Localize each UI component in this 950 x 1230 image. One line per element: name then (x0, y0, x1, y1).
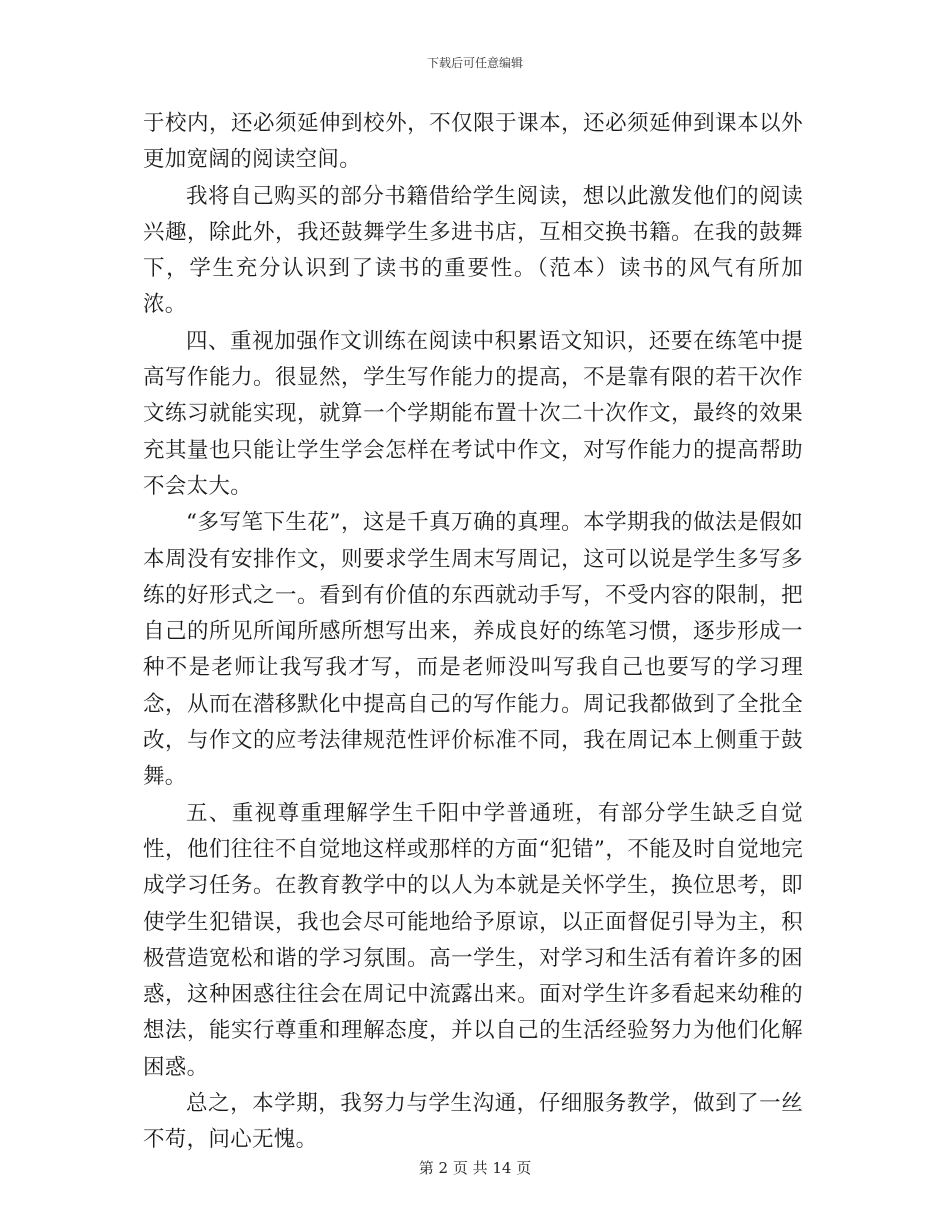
paragraph-6: 总之，本学期，我努力与学生沟通，仔细服务教学，做到了一丝不苟，问心无愧。 (143, 1091, 803, 1153)
paragraph-4: “多写笔下生花”，这是千真万确的真理。本学期我的做法是假如本周没有安排作文，则要求学生周末写周记，这可以说是学生多写多练的好形式之一。看到有价值的东西就动手写，不受内容的限制，把自己的所见所闻所感所想写出来，养成良好的练笔习惯，逐步形成一种不是老师让我写我才写，而是老师没叫写我自己也要写的学习理念，从而在潜移默化中提高自己的写作能力。周记我都做到了全批全改，与作文的应考法律规范性评价标准不同，我在周记本上侧重于鼓舞。 (143, 510, 803, 790)
page-footer: 第 2 页 共 14 页 (418, 1159, 532, 1177)
paragraph-1: 于校内，还必须延伸到校外，不仅限于课本，还必须延伸到课本以外更加宽阔的阅读空间。 (143, 111, 803, 173)
document-body (143, 106, 803, 1159)
page-header: 下载后可任意编辑 (426, 56, 523, 70)
paragraph-5: 五、重视尊重理解学生千阳中学普通班，有部分学生缺乏自觉性，他们往往不自觉地这样或那样的方面“犯错”，不能及时自觉地完成学习任务。在教育教学中的以人为本就是关怀学生，换位思考，即使学生犯错误，我也会尽可能地给予原谅，以正面督促引导为主，积极营造宽松和谐的学习氛围。高一学生，对学习和生活有着许多的困惑，这种困惑往往会在周记中流露出来。面对学生许多看起来幼稚的想法，能实行尊重和理解态度，并以自己的生活经验努力为他们化解困惑。 (143, 800, 803, 1080)
paragraph-2: 我将自己购买的部分书籍借给学生阅读，想以此激发他们的阅读兴趣，除此外，我还鼓舞学生多进书店，互相交换书籍。在我的鼓舞下，学生充分认识到了读书的重要性。（范本）读书的风气有所加浓。 (143, 183, 803, 318)
paragraph-3: 四、重视加强作文训练在阅读中积累语文知识，还要在练笔中提高写作能力。很显然，学生写作能力的提高，不是靠有限的若干次作文练习就能实现，就算一个学期能布置十次二十次作文，最终的效果充其量也只能让学生学会怎样在考试中作文，对写作能力的提高帮助不会太大。 (143, 328, 803, 499)
